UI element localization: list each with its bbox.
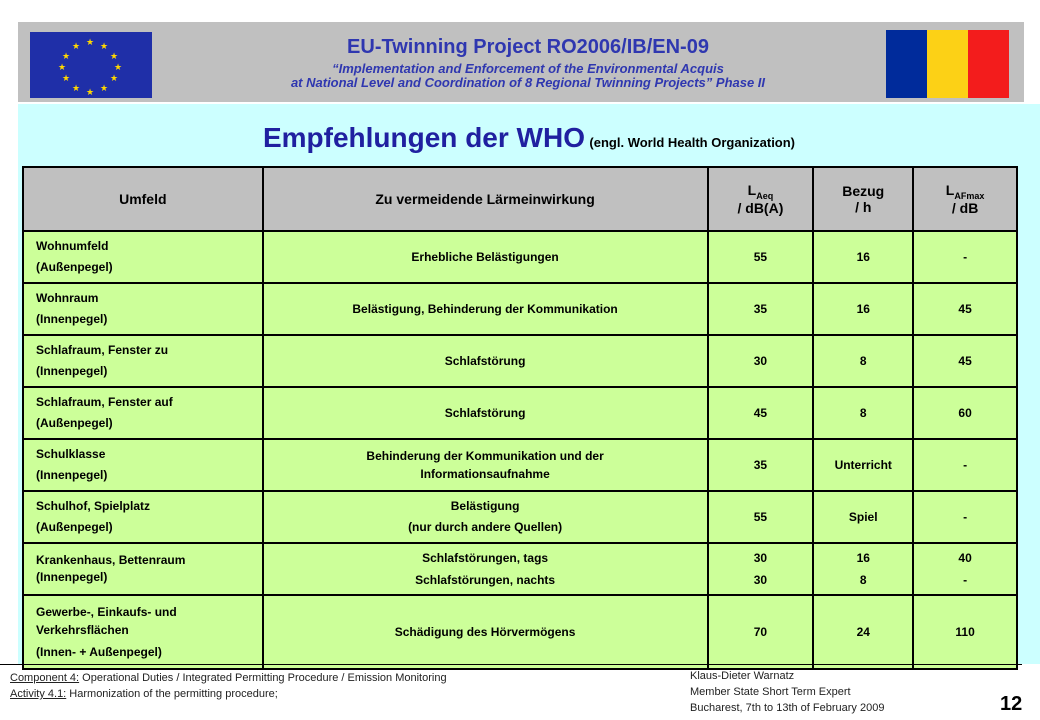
- reference-time: Spiel: [848, 510, 878, 524]
- env-name: Schulklasse: [36, 447, 106, 461]
- laeq-value: 35: [753, 458, 768, 472]
- table-row: [23, 283, 1017, 335]
- page-number: 12: [1000, 693, 1023, 715]
- reference-time-2: 8: [859, 573, 867, 587]
- col-header-laeq: $L_{Aeq}$ / dB(A): [708, 167, 814, 231]
- author-role: Member State Short Term Expert: [690, 686, 851, 698]
- env-name: Wohnumfeld: [36, 239, 109, 253]
- footer-left: [10, 670, 447, 702]
- env-level-type: (Außenpegel): [36, 520, 113, 534]
- env-level-type: (Innenpegel): [36, 312, 108, 326]
- laeq-value: 35: [753, 302, 768, 316]
- table-row: [23, 595, 1017, 669]
- laeq-value: 30: [753, 551, 768, 565]
- reference-time: 16: [856, 302, 870, 316]
- env-name: Gewerbe-, Einkaufs- und Verkehrsflächen: [36, 605, 177, 637]
- effect-text: Behinderung der Kommunikation und der: [366, 449, 604, 463]
- effect-text: Schlafstörung: [444, 354, 526, 368]
- effect-text: Schädigung des Hörvermögens: [394, 625, 576, 639]
- table-row: [23, 387, 1017, 439]
- table-row: [23, 543, 1017, 595]
- laeq-value: 55: [753, 510, 768, 524]
- eu-flag-icon: ★ ★ ★ ★ ★ ★ ★ ★ ★ ★ ★ ★: [30, 32, 152, 98]
- footer-divider: [0, 664, 1022, 665]
- table-row: [23, 491, 1017, 543]
- slide-title: [18, 122, 1040, 154]
- author-name: Klaus-Dieter Warnatz: [690, 670, 795, 682]
- effect-text: Erhebliche Belästigungen: [411, 250, 559, 264]
- reference-time: 16: [856, 551, 870, 565]
- effect-text: Belästigung, Behinderung der Kommunikation: [352, 302, 618, 316]
- effect-text: Belästigung: [450, 499, 520, 513]
- lafmax-value: 110: [955, 625, 975, 639]
- table-row: [23, 439, 1017, 491]
- lafmax-value-2: -: [963, 573, 968, 587]
- env-level-type: (Innen- + Außenpegel): [36, 645, 162, 659]
- env-level-type: (Innenpegel): [36, 468, 108, 482]
- component-text: Operational Duties / Integrated Permitting Procedure / Emission Monitoring: [79, 672, 447, 684]
- reference-time: Unterricht: [834, 458, 892, 472]
- project-title: EU-Twinning Project RO2006/IB/EN-09: [347, 36, 709, 58]
- activity-text: Harmonization of the permitting procedure;: [66, 688, 278, 700]
- lafmax-value: 45: [958, 302, 972, 316]
- lafmax-value: 60: [958, 406, 972, 420]
- laeq-value: 45: [753, 406, 768, 420]
- env-name: Wohnraum: [36, 291, 99, 305]
- lafmax-value: -: [963, 250, 968, 264]
- effect-text: Schlafstörung: [444, 406, 526, 420]
- env-level-type: (Innenpegel): [36, 364, 108, 378]
- component-label: Component 4:: [10, 672, 80, 684]
- laeq-value: 30: [753, 354, 768, 368]
- laeq-value: 55: [753, 250, 768, 264]
- activity-label: Activity 4.1:: [10, 688, 67, 700]
- table-header-row: [23, 167, 1017, 231]
- reference-time: 16: [856, 250, 870, 264]
- who-noise-table: [22, 166, 1018, 670]
- table-row: [23, 231, 1017, 283]
- header-banner: [18, 22, 1024, 102]
- table-row: [23, 335, 1017, 387]
- env-name: Schulhof, Spielplatz: [36, 499, 151, 513]
- effect-text-2: (nur durch andere Quellen): [408, 520, 563, 534]
- env-name: Schlafraum, Fenster auf: [36, 395, 173, 409]
- env-name: Schlafraum, Fenster zu: [36, 343, 169, 357]
- place-date: Bucharest, 7th to 13th of February 2009: [690, 702, 885, 714]
- footer-right: [690, 668, 884, 716]
- reference-time: 8: [859, 406, 867, 420]
- lafmax-value: -: [963, 510, 968, 524]
- effect-text: Schlafstörungen, tags: [422, 551, 549, 565]
- effect-text-2: Informationsaufnahme: [420, 467, 550, 481]
- romania-flag-icon: [886, 30, 1009, 98]
- lafmax-value: -: [963, 458, 968, 472]
- env-level-type: (Außenpegel): [36, 260, 113, 274]
- env-level-type: (Außenpegel): [36, 416, 113, 430]
- col-header-noise-effect: Zu vermeidende Lärmeinwirkung: [263, 167, 708, 231]
- laeq-value: 70: [753, 625, 768, 639]
- col-header-lafmax: $L_{AFmax}$ / dB: [913, 167, 1017, 231]
- slide-title-note: (engl. World Health Organization): [589, 135, 796, 150]
- env-name: Krankenhaus, Bettenraum: [36, 553, 186, 567]
- effect-text-2: Schlafstörungen, nachts: [415, 573, 556, 587]
- col-header-environment: Umfeld: [23, 167, 263, 231]
- lafmax-value: 40: [958, 551, 972, 565]
- project-subtitle-2: at National Level and Coordination of 8 Regional Twinning Projects” Phase II: [290, 75, 766, 90]
- reference-time: 24: [856, 625, 870, 639]
- env-level-type: (Innenpegel): [36, 570, 108, 584]
- lafmax-value: 45: [958, 354, 972, 368]
- slide-title-main: Empfehlungen der WHO: [262, 122, 585, 153]
- col-header-reference-time: Bezug / h: [813, 167, 913, 231]
- reference-time: 8: [859, 354, 867, 368]
- laeq-value-2: 30: [753, 573, 768, 587]
- project-subtitle-1: “Implementation and Enforcement of the Environmental Acquis: [332, 61, 724, 76]
